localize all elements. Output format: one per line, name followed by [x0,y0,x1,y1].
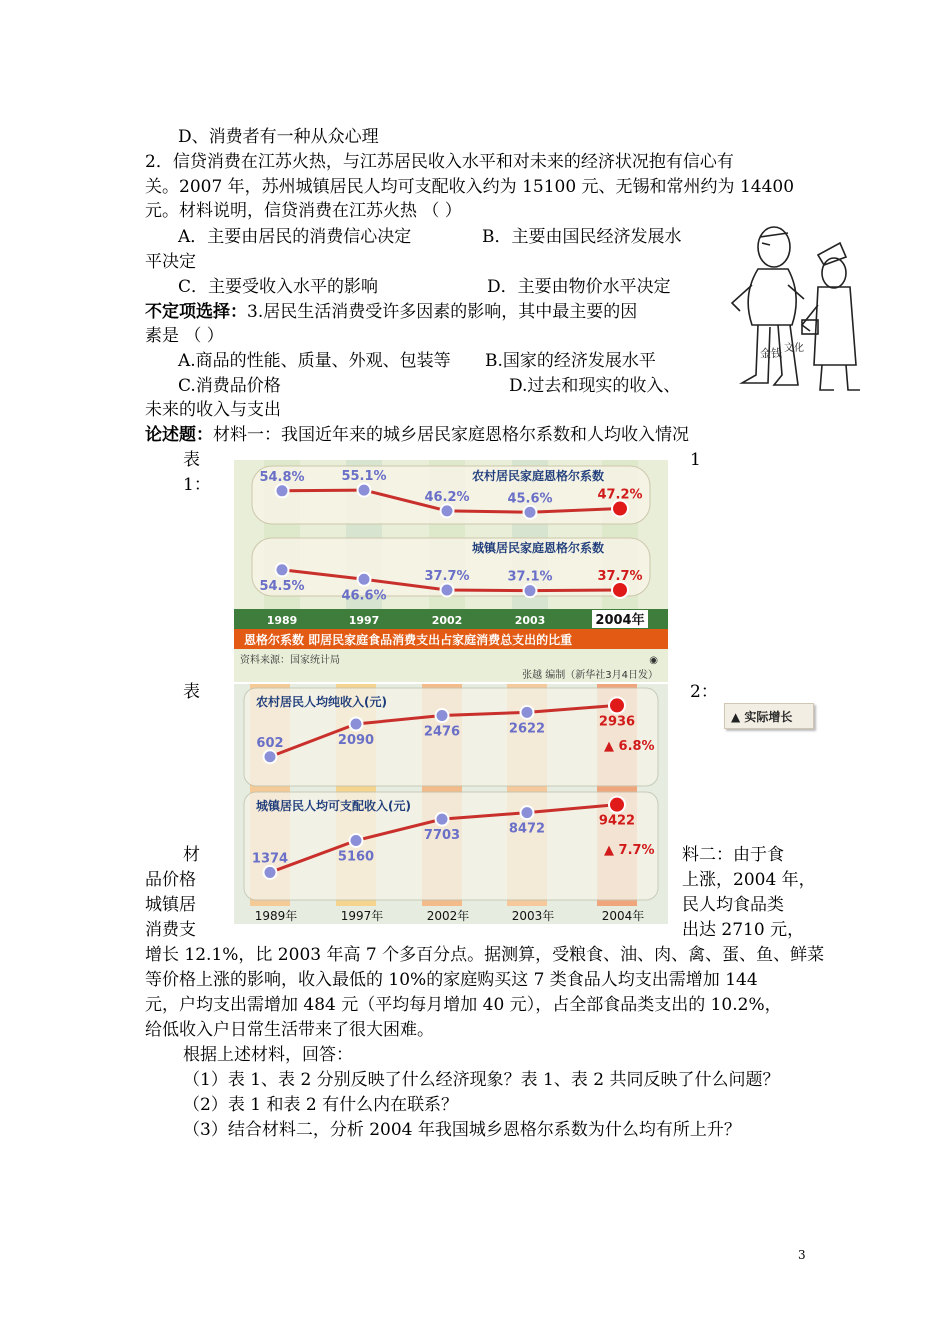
rural-engel-data-label: 46.2% [424,489,470,505]
urban-income-point [264,866,277,879]
cartoon-label-right: 文化 [784,343,804,354]
material2-text: 等价格上涨的影响，收入最低的 10%的家庭购买这 7 类食品人均支出需增加 144 [145,970,758,990]
q3-label: 不定项选择： [145,302,247,322]
urban-engel-data-label: 54.5% [259,578,305,594]
q2-stem: 元。材料说明，信贷消费在江苏火热 （ ） [145,201,462,221]
q3-stem: 素是 （ ） [145,326,224,346]
essay-question-3: （3）结合材料二，分析 2004 年我国城乡恩格尔系数为什么均有所上升？ [183,1120,741,1140]
rural-income-point [350,718,363,731]
rural-income-point [609,697,625,713]
urban-income-title: 城镇居民人均可支配收入(元) [256,799,411,813]
year-tick-label: 2003年 [511,909,555,923]
rural-income-point [436,709,449,722]
urban-engel-point [276,563,289,576]
q3-stem-line [145,300,637,324]
year-tick-label: 1997 [348,614,380,627]
urban-income-data-label: 9422 [598,813,636,829]
essay-label: 论述题： [145,425,213,445]
urban-income-point [350,834,363,847]
q2-option-c: C．主要受收入水平的影响 [178,277,379,297]
material2-text: 消费支 [145,920,196,940]
rural-engel-data-label: 47.2% [597,487,643,503]
material2-text: 增长 12.1%，比 2003 年高 7 个多百分点。据测算，受粮食、油、肉、禽、蛋、鱼、鲜菜 [145,945,825,965]
urban-growth-annotation: ▲ 7.7% [604,843,655,858]
material2-text: 材 [183,845,200,865]
q3-option-d: D.过去和现实的收入、 [509,376,681,396]
urban-income-point [436,813,449,826]
q2-stem: 关。2007 年，苏州城镇居民人均可支配收入约为 15100 元、无锡和常州约为 14400 [145,177,795,197]
material2-text: 料二：由于食 [682,845,784,865]
urban-engel-point [612,582,628,598]
urban-engel-data-label: 37.7% [597,568,643,584]
rural-engel-data-label: 54.8% [259,469,305,485]
growth-legend-label: ▲ 实际增长 [731,710,793,724]
growth-legend [724,703,814,729]
material2-text: 出达 2710 元， [682,920,805,940]
q2-option-b: B．主要由国民经济发展水 [482,227,682,247]
q3-option-c: C.消费品价格 [178,376,281,396]
rural-engel-data-label: 45.6% [507,491,553,507]
urban-engel-data-label: 37.7% [424,568,470,584]
material2-text: 城镇居 [145,895,196,915]
q2-option-a: A．主要由居民的消费信心决定 [178,227,412,247]
urban-engel-point [441,583,454,596]
urban-engel-data-label: 46.6% [341,588,387,604]
rural-income-title: 农村居民人均纯收入(元) [256,695,387,709]
chart-credit: 张越 编制（新华社3月4日发） [522,670,658,681]
urban-income-data-label: 1374 [251,851,289,867]
rural-engel-title: 农村居民家庭恩格尔系数 [472,469,605,483]
rural-income-data-label: 2476 [423,724,461,740]
essay-question-2: （2）表 1 和表 2 有什么内在联系？ [183,1095,459,1115]
rural-engel-point [358,484,371,497]
rural-growth-annotation: ▲ 6.8% [604,739,655,754]
rural-engel-point [524,506,537,519]
urban-income-data-label: 5160 [337,849,375,865]
q2-option-d: D．主要由物价水平决定 [487,277,671,297]
table2-caption: 2： [690,682,718,702]
material2-text: 上涨，2004 年， [682,870,816,890]
cartoon-label-left: 金钱 [760,347,782,360]
engel-definition: 恩格尔系数 即居民家庭食品消费支出占家庭消费总支出的比重 [244,633,573,647]
table2-caption: 表 [183,682,200,702]
material2-text: 民人均食品类 [682,895,784,915]
rural-income-data-label: 602 [256,735,284,751]
chart-source-icon: ◉ [649,655,658,666]
rural-engel-point [276,484,289,497]
table1-caption: 1 [690,450,701,470]
year-tick-label: 1989 [266,614,298,627]
cartoon-illustration [722,215,872,400]
urban-engel-data-label: 37.1% [507,569,553,585]
q3-option-d-cont: 未来的收入与支出 [145,400,281,420]
rural-engel-data-label: 55.1% [341,469,387,485]
q3-option-a: A.商品的性能、质量、外观、包装等 [178,351,451,371]
table1-caption: 1： [183,475,211,495]
year-tick-label: 2004年 [595,613,645,628]
urban-income-data-label: 7703 [423,828,461,844]
essay-question-1: （1）表 1、表 2 分别反映了什么经济现象？表 1、表 2 共同反映了什么问题？ [183,1070,780,1090]
essay-intro-line [145,423,689,447]
income-chart [234,684,668,924]
q3-stem: 3.居民生活消费受许多因素的影响，其中最主要的因 [247,302,638,322]
rural-income-data-label: 2622 [508,721,546,737]
cartoon-head-right [822,258,846,288]
urban-income-point [521,806,534,819]
urban-income-point [609,797,625,813]
year-tick-label: 2004年 [601,909,645,923]
cartoon-coat [814,287,856,365]
cartoon-body-left [748,269,796,325]
urban-income-data-label: 8472 [508,821,546,837]
rural-engel-point [612,501,628,517]
essay-prompt: 根据上述材料，回答： [183,1045,353,1065]
q1-option-d: D、消费者有一种从众心理 [178,127,379,147]
material2-text: 给低收入户日常生活带来了很大困难。 [145,1020,434,1040]
q2-option-b-cont: 平决定 [145,252,196,272]
material2-text: 元，户均支出需增加 484 元（平均每月增加 40 元），占全部食品类支出的 10.2%， [145,995,782,1015]
page-number: 3 [798,1248,806,1262]
rural-income-point [521,706,534,719]
rural-engel-point [441,504,454,517]
chart-source: 资料来源：国家统计局 [240,655,340,666]
material2-text: 品价格 [145,870,196,890]
year-tick-label: 1997年 [340,909,384,923]
year-tick-label: 2003 [514,614,546,627]
essay-intro: 材料一：我国近年来的城乡居民家庭恩格尔系数和人均收入情况 [213,425,689,445]
rural-income-point [264,750,277,763]
urban-engel-title: 城镇居民家庭恩格尔系数 [472,541,605,555]
q2-stem: 2．信贷消费在江苏火热，与江苏居民收入水平和对未来的经济状况抱有信心有 [145,152,734,172]
urban-engel-point [358,573,371,586]
year-tick-label: 2002年 [426,909,470,923]
q3-option-b: B.国家的经济发展水平 [485,351,656,371]
year-tick-label: 1989年 [254,909,298,923]
rural-income-data-label: 2090 [337,733,375,749]
rural-income-data-label: 2936 [598,714,636,730]
year-tick-label: 2002 [431,614,463,627]
urban-engel-point [524,584,537,597]
engel-coefficient-chart [234,460,668,682]
table1-caption: 表 [183,450,200,470]
